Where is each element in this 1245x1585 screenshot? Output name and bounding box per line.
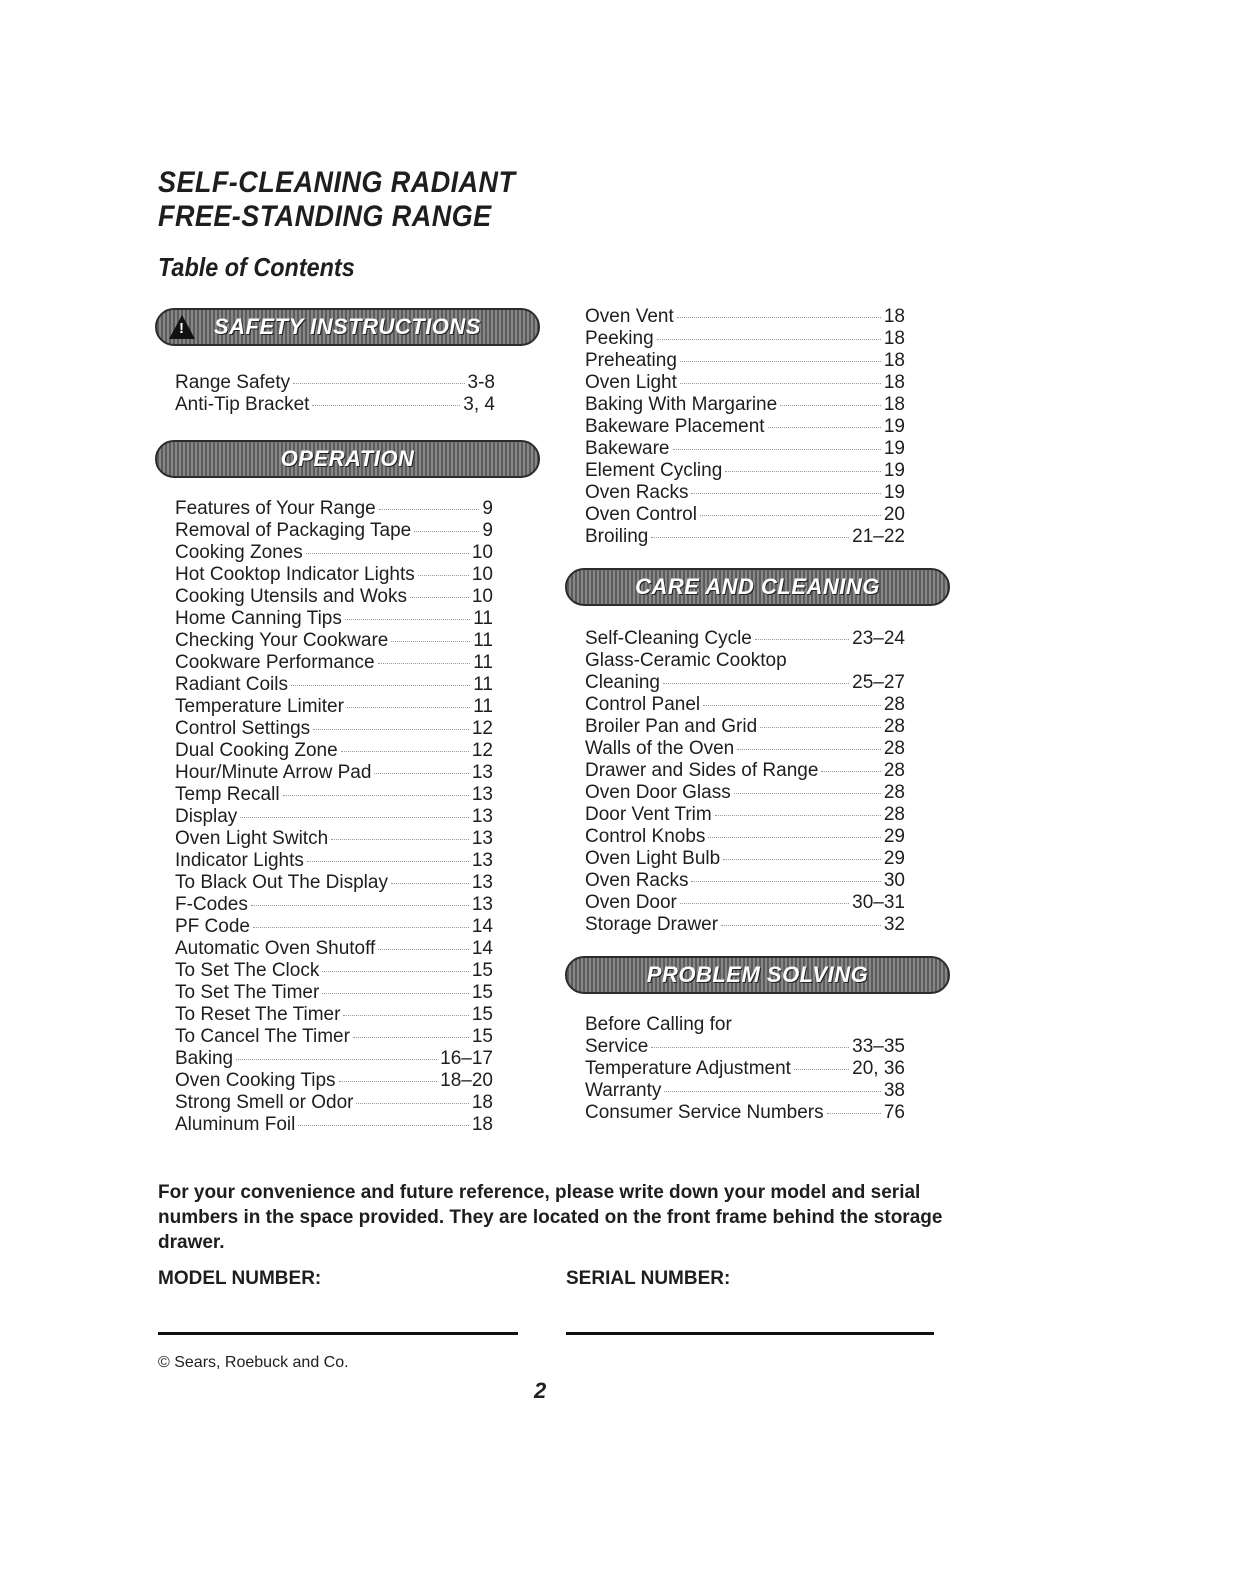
toc-entry: [175, 1004, 493, 1026]
dot-leader: [691, 880, 880, 882]
problem-banner-label: PROBLEM SOLVING: [646, 962, 869, 987]
toc-entry-page: 28: [883, 782, 905, 803]
dot-leader: [379, 508, 480, 510]
dot-leader: [251, 904, 469, 906]
toc-entry: [175, 542, 493, 564]
toc-entry: [585, 628, 905, 650]
dot-leader: [755, 638, 849, 640]
toc-entry-title: Indicator Lights: [175, 850, 304, 871]
toc-entry: [585, 328, 905, 350]
toc-entry: [585, 1080, 905, 1102]
toc-entry: [585, 804, 905, 826]
toc-entry-page: 16–17: [440, 1048, 493, 1069]
toc-entry-title: Consumer Service Numbers: [585, 1102, 824, 1123]
toc-entry-page: 14: [471, 938, 493, 959]
model-serial-note: For your convenience and future reference, please write down your model and serial numbers in the space provided. They are located on the front frame behind the storage drawer.: [158, 1182, 943, 1253]
toc-entry-page: 9: [482, 498, 493, 519]
toc-entry-title: Hour/Minute Arrow Pad: [175, 762, 372, 783]
toc-entry: [175, 630, 493, 652]
toc-entry-page: 25–27: [852, 672, 905, 693]
toc-entry: [585, 1014, 905, 1036]
toc-entry-title: Baking With Margarine: [585, 394, 778, 415]
toc-entry-page: 18: [883, 350, 905, 371]
toc-entry-page: 23–24: [852, 628, 905, 649]
operation-banner-label: OPERATION: [280, 446, 415, 471]
dot-leader: [345, 618, 470, 620]
toc-entry: [585, 1102, 905, 1124]
toc-entry: [585, 672, 905, 694]
toc-entry-page: 20: [883, 504, 905, 525]
toc-entry-page: 32: [883, 914, 905, 935]
toc-entry-page: 12: [471, 740, 493, 761]
toc-entry-title: Glass-Ceramic Cooktop: [585, 650, 787, 671]
dot-leader: [356, 1102, 468, 1104]
toc-entry-page: 14: [471, 916, 493, 937]
serial-number-line: [566, 1332, 934, 1335]
model-number-label: MODEL NUMBER:: [158, 1268, 322, 1289]
dot-leader: [253, 926, 469, 928]
toc-entry-page: 11: [473, 696, 493, 717]
dot-leader: [391, 640, 470, 642]
dot-leader: [725, 470, 881, 472]
toc-entry: [175, 520, 493, 542]
dot-leader: [827, 1112, 881, 1114]
toc-entry: [585, 782, 905, 804]
toc-entry: [585, 1058, 905, 1080]
toc-heading: Table of Contents: [158, 252, 355, 282]
toc-entry-page: 20, 36: [852, 1058, 905, 1079]
toc-entry: [175, 806, 493, 828]
toc-entry: [175, 1026, 493, 1048]
toc-entry-title: Radiant Coils: [175, 674, 288, 695]
toc-entry-title: Element Cycling: [585, 460, 723, 481]
dot-leader: [374, 772, 468, 774]
toc-entry: [175, 1048, 493, 1070]
toc-entry: [175, 1092, 493, 1114]
warning-triangle-icon: [169, 315, 195, 339]
toc-entry-page: 18: [883, 328, 905, 349]
toc-entry-title: To Cancel The Timer: [175, 1026, 350, 1047]
toc-entry-title: Preheating: [585, 350, 677, 371]
dot-leader: [721, 924, 881, 926]
dot-leader: [663, 682, 849, 684]
dot-leader: [236, 1058, 437, 1060]
dot-leader: [680, 902, 849, 904]
dot-leader: [780, 404, 881, 406]
toc-entry-title: Drawer and Sides of Range: [585, 760, 819, 781]
toc-entry: [585, 716, 905, 738]
toc-entry: [175, 916, 493, 938]
toc-entry-title: Oven Door Glass: [585, 782, 731, 803]
toc-entry: [585, 416, 905, 438]
toc-entry-page: 18: [883, 394, 905, 415]
toc-entry-title: Bakeware Placement: [585, 416, 765, 437]
dot-leader: [298, 1124, 468, 1126]
toc-entry-title: Warranty: [585, 1080, 662, 1101]
toc-entry: [175, 982, 493, 1004]
toc-entry: [585, 870, 905, 892]
toc-entry: [175, 938, 493, 960]
toc-entry: [175, 740, 493, 762]
dot-leader: [410, 596, 469, 598]
toc-entry-title: Broiler Pan and Grid: [585, 716, 758, 737]
operation-continued-section: [565, 306, 950, 548]
dot-leader: [664, 1090, 880, 1092]
toc-entry-page: 13: [471, 762, 493, 783]
toc-entry: [585, 694, 905, 716]
toc-entry-page: 15: [471, 1026, 493, 1047]
toc-entry-title: Oven Control: [585, 504, 697, 525]
toc-entry-title: Dual Cooking Zone: [175, 740, 338, 761]
toc-entry-page: 19: [883, 482, 905, 503]
safety-banner: [155, 308, 540, 346]
dot-leader: [723, 858, 881, 860]
toc-entry: [175, 1114, 493, 1136]
dot-leader: [651, 1046, 849, 1048]
dot-leader: [291, 684, 470, 686]
toc-entry-page: 15: [471, 1004, 493, 1025]
toc-entry-title: Temp Recall: [175, 784, 280, 805]
care-banner: [565, 568, 950, 606]
safety-banner-label: SAFETY INSTRUCTIONS: [213, 314, 481, 339]
care-section: [565, 568, 950, 936]
toc-entry-page: 28: [883, 804, 905, 825]
toc-entry: [175, 498, 493, 520]
toc-entry-page: 30–31: [852, 892, 905, 913]
toc-entry-title: Door Vent Trim: [585, 804, 712, 825]
dot-leader: [378, 948, 469, 950]
toc-entry-page: 29: [883, 848, 905, 869]
operation-section: [155, 440, 540, 1136]
toc-entry-page: 33–35: [852, 1036, 905, 1057]
toc-entry: [585, 306, 905, 328]
toc-entry-title: Features of Your Range: [175, 498, 376, 519]
toc-entry-title: Baking: [175, 1048, 234, 1069]
toc-entry: [585, 350, 905, 372]
toc-entry-title: Range Safety: [175, 372, 291, 393]
document-title: [158, 166, 515, 234]
dot-leader: [734, 792, 881, 794]
page-number: 2: [534, 1378, 547, 1403]
dot-leader: [794, 1068, 849, 1070]
toc-entry-page: 11: [473, 608, 493, 629]
toc-entry: [175, 652, 493, 674]
toc-entry-page: 18: [883, 372, 905, 393]
toc-entry: [585, 372, 905, 394]
serial-number-label: SERIAL NUMBER:: [566, 1268, 731, 1289]
dot-leader: [307, 860, 469, 862]
dot-leader: [677, 316, 881, 318]
toc-entry: [585, 848, 905, 870]
toc-entry-page: 13: [471, 872, 493, 893]
toc-entry-title: To Black Out The Display: [175, 872, 388, 893]
toc-entry-title: Removal of Packaging Tape: [175, 520, 412, 541]
dot-leader: [240, 816, 469, 818]
safety-section: [155, 308, 540, 416]
toc-entry-title: Oven Cooking Tips: [175, 1070, 336, 1091]
dot-leader: [703, 704, 881, 706]
dot-leader: [657, 338, 881, 340]
toc-entry-page: 28: [883, 760, 905, 781]
dot-leader: [353, 1036, 469, 1038]
toc-entry-page: 15: [471, 982, 493, 1003]
dot-leader: [691, 492, 880, 494]
toc-entry-page: 13: [471, 828, 493, 849]
dot-leader: [673, 448, 881, 450]
dot-leader: [283, 794, 469, 796]
dot-leader: [331, 838, 469, 840]
toc-entry: [175, 674, 493, 696]
toc-entry-title: Anti-Tip Bracket: [175, 394, 310, 415]
toc-entry: [585, 460, 905, 482]
toc-entry-page: 38: [883, 1080, 905, 1101]
toc-entry-title: Cooking Utensils and Woks: [175, 586, 407, 607]
safety-list: [175, 372, 495, 416]
care-list: [585, 628, 905, 936]
dot-leader: [339, 1080, 438, 1082]
toc-entry: [175, 564, 493, 586]
toc-entry-title: Strong Smell or Odor: [175, 1092, 354, 1113]
toc-entry: [175, 960, 493, 982]
toc-entry-title: Peeking: [585, 328, 654, 349]
dot-leader: [760, 726, 881, 728]
toc-entry-page: 18: [471, 1114, 493, 1135]
toc-entry-title: Cooking Zones: [175, 542, 303, 563]
toc-entry-title: Bakeware: [585, 438, 670, 459]
dot-leader: [768, 426, 881, 428]
toc-entry-page: 12: [471, 718, 493, 739]
toc-entry-page: 10: [471, 542, 493, 563]
toc-entry-title: Control Panel: [585, 694, 701, 715]
toc-entry-page: 28: [883, 738, 905, 759]
toc-entry: [175, 394, 495, 416]
dot-leader: [293, 382, 464, 384]
toc-entry-page: 13: [471, 784, 493, 805]
toc-entry: [175, 696, 493, 718]
dot-leader: [737, 748, 881, 750]
toc-entry-title: To Set The Timer: [175, 982, 320, 1003]
toc-entry-title: Oven Light Bulb: [585, 848, 721, 869]
toc-entry-title: To Set The Clock: [175, 960, 320, 981]
dot-leader: [680, 360, 881, 362]
toc-entry-page: 21–22: [852, 526, 905, 547]
toc-entry: [585, 482, 905, 504]
model-number-line: [158, 1332, 518, 1335]
toc-entry-page: 29: [883, 826, 905, 847]
toc-entry-title: Temperature Limiter: [175, 696, 344, 717]
toc-entry-page: 13: [471, 806, 493, 827]
dot-leader: [651, 536, 849, 538]
toc-entry-page: 30: [883, 870, 905, 891]
dot-leader: [322, 992, 469, 994]
dot-leader: [306, 552, 469, 554]
toc-entry: [585, 504, 905, 526]
dot-leader: [313, 728, 469, 730]
toc-entry-title: Automatic Oven Shutoff: [175, 938, 376, 959]
toc-entry-title: Control Settings: [175, 718, 311, 739]
toc-entry-title: To Reset The Timer: [175, 1004, 341, 1025]
toc-entry-title: Temperature Adjustment: [585, 1058, 791, 1079]
toc-entry-page: 10: [471, 586, 493, 607]
problem-banner: [565, 956, 950, 994]
toc-entry-page: 76: [883, 1102, 905, 1123]
toc-entry: [585, 914, 905, 936]
toc-entry-title: Oven Racks: [585, 482, 689, 503]
toc-entry-title: Self-Cleaning Cycle: [585, 628, 752, 649]
toc-entry-page: 9: [482, 520, 493, 541]
toc-entry: [585, 394, 905, 416]
dot-leader: [680, 382, 881, 384]
toc-entry-title: Service: [585, 1036, 649, 1057]
toc-entry-title: Oven Light: [585, 372, 677, 393]
dot-leader: [700, 514, 881, 516]
dot-leader: [391, 882, 469, 884]
toc-entry: [175, 586, 493, 608]
toc-entry-title: F-Codes: [175, 894, 248, 915]
toc-entry-title: Aluminum Foil: [175, 1114, 296, 1135]
toc-entry-title: Checking Your Cookware: [175, 630, 389, 651]
dot-leader: [821, 770, 880, 772]
dot-leader: [341, 750, 469, 752]
toc-entry-page: 28: [883, 716, 905, 737]
dot-leader: [378, 662, 471, 664]
copyright: © Sears, Roebuck and Co.: [158, 1354, 349, 1371]
toc-entry-page: 15: [471, 960, 493, 981]
toc-entry-title: Home Canning Tips: [175, 608, 342, 629]
toc-entry-title: Hot Cooktop Indicator Lights: [175, 564, 415, 585]
toc-entry-title: Control Knobs: [585, 826, 706, 847]
toc-entry-page: 11: [473, 674, 493, 695]
toc-entry-page: 3, 4: [463, 394, 495, 415]
toc-entry-page: 19: [883, 438, 905, 459]
toc-entry-title: Cookware Performance: [175, 652, 375, 673]
toc-entry-title: Storage Drawer: [585, 914, 719, 935]
toc-entry: [585, 892, 905, 914]
dot-leader: [414, 530, 479, 532]
toc-entry-page: 19: [883, 416, 905, 437]
operation-continued-list: [585, 306, 905, 548]
toc-entry-page: 18–20: [440, 1070, 493, 1091]
toc-entry-page: 28: [883, 694, 905, 715]
toc-entry: [585, 526, 905, 548]
toc-entry-title: Cleaning: [585, 672, 660, 693]
toc-entry-title: Before Calling for: [585, 1014, 732, 1035]
toc-entry-title: Oven Door: [585, 892, 677, 913]
toc-entry-title: Oven Racks: [585, 870, 689, 891]
toc-entry: [585, 1036, 905, 1058]
toc-entry-page: 19: [883, 460, 905, 481]
toc-entry-title: Oven Vent: [585, 306, 674, 327]
toc-entry-page: 18: [471, 1092, 493, 1113]
toc-entry: [175, 894, 493, 916]
dot-leader: [343, 1014, 468, 1016]
toc-entry: [175, 608, 493, 630]
dot-leader: [312, 404, 460, 406]
toc-entry-page: 10: [471, 564, 493, 585]
toc-entry: [585, 760, 905, 782]
toc-entry: [175, 1070, 493, 1092]
toc-entry-page: 18: [883, 306, 905, 327]
title-line-2: FREE-STANDING RANGE: [158, 200, 492, 233]
toc-entry-title: Display: [175, 806, 238, 827]
toc-entry: [175, 718, 493, 740]
toc-entry-title: Broiling: [585, 526, 649, 547]
toc-entry-page: 13: [471, 894, 493, 915]
operation-banner: [155, 440, 540, 478]
toc-entry: [585, 738, 905, 760]
toc-entry-title: PF Code: [175, 916, 250, 937]
toc-entry: [585, 826, 905, 848]
dot-leader: [715, 814, 881, 816]
problem-list: [585, 1014, 905, 1124]
toc-entry-page: 3-8: [467, 372, 495, 393]
toc-entry-title: Walls of the Oven: [585, 738, 735, 759]
toc-entry: [175, 828, 493, 850]
dot-leader: [322, 970, 469, 972]
toc-entry-page: 11: [473, 630, 493, 651]
toc-entry-page: 11: [473, 652, 493, 673]
care-banner-label: CARE AND CLEANING: [635, 574, 880, 599]
toc-entry: [175, 872, 493, 894]
operation-list: [175, 498, 493, 1136]
toc-entry: [585, 438, 905, 460]
toc-entry: [175, 850, 493, 872]
toc-entry-page: 13: [471, 850, 493, 871]
toc-entry: [175, 762, 493, 784]
title-line-1: SELF-CLEANING RADIANT: [158, 166, 516, 199]
dot-leader: [347, 706, 470, 708]
dot-leader: [418, 574, 469, 576]
toc-entry: [175, 372, 495, 394]
dot-leader: [708, 836, 880, 838]
toc-entry: [175, 784, 493, 806]
toc-entry: [585, 650, 905, 672]
problem-section: [565, 956, 950, 1124]
toc-entry-title: Oven Light Switch: [175, 828, 329, 849]
